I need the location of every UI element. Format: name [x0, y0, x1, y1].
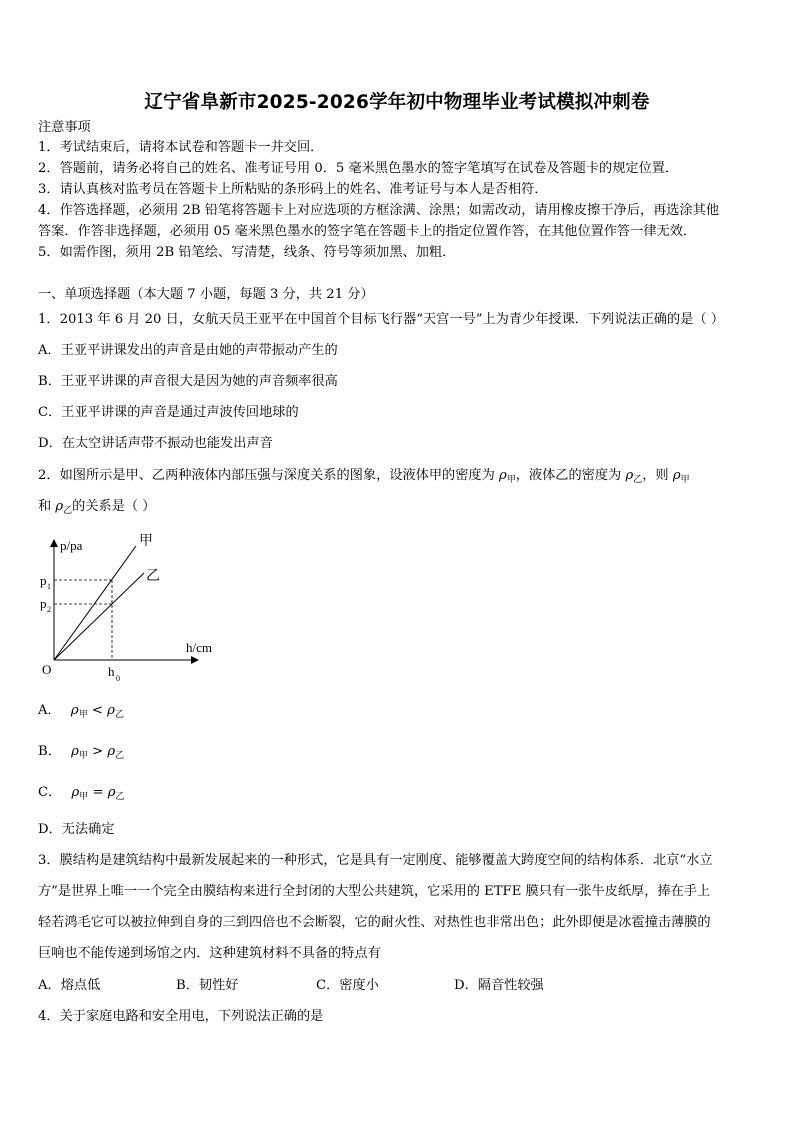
- line-jia-label: 甲: [139, 534, 153, 549]
- rho-symbol: ρ: [107, 785, 116, 800]
- rho-symbol: ρ: [107, 744, 116, 759]
- p2-subscript: 2: [47, 605, 51, 614]
- p1-label: p: [40, 573, 47, 588]
- question-3-stem-line: 方”是世界上唯一一个完全由膜结构来进行全封闭的大型公共建筑，它采用的 ETFE 膜只有一张牛皮纸厚，捧在手上: [38, 884, 711, 899]
- question-3-stem-line: 轻若鸿毛它可以被拉伸到自身的三到四倍也不会断裂，它的耐火性、对热性也非常出色；此外即便是冰雹撞击薄膜的: [38, 915, 711, 930]
- question-3-option-b[interactable]: B．韧性好: [176, 978, 239, 993]
- question-4-stem: 4．关于家庭电路和安全用电，下列说法正确的是: [38, 1009, 324, 1024]
- question-3-stem-line: 3．膜结构是建筑结构中最新发展起来的一种形式，它是具有一定刚度、能够覆盖大跨度空间的结构体系．北京“水立: [38, 853, 713, 868]
- subscript: 乙: [115, 792, 125, 802]
- subscript: 乙: [633, 475, 643, 485]
- question-2-option-a[interactable]: [38, 701, 124, 722]
- question-2-stem-line1: [38, 466, 690, 487]
- subscript: 甲: [78, 751, 88, 761]
- relation: =: [92, 785, 104, 800]
- pressure-depth-graph: [36, 528, 226, 688]
- h0-label: h: [108, 664, 115, 679]
- h0-subscript: 0: [116, 674, 120, 683]
- option-label: B．: [38, 744, 61, 759]
- relation: >: [92, 744, 104, 759]
- notice-item: 1．考试结束后，请将本试卷和答题卡一并交回．: [38, 140, 324, 155]
- subscript: 乙: [114, 710, 124, 720]
- notice-item: 5．如需作图，须用 2B 铅笔绘、写清楚，线条、符号等须加黑、加粗．: [38, 245, 456, 260]
- line-yi: [54, 573, 144, 660]
- question-1-option-b[interactable]: B．王亚平讲课的声音很大是因为她的声音频率很高: [38, 374, 338, 389]
- rho-symbol: ρ: [625, 468, 634, 483]
- subscript: 甲: [79, 792, 89, 802]
- question-1-option-d[interactable]: D．在太空讲话声带不振动也能发出声音: [38, 436, 273, 451]
- origin-label: O: [42, 662, 52, 677]
- question-2-option-b[interactable]: [38, 742, 124, 763]
- section-heading: 一、单项选择题（本大题 7 小题，每题 3 分，共 21 分）: [38, 287, 374, 302]
- y-axis-label: p/pa: [60, 538, 83, 553]
- question-2-option-c[interactable]: [38, 783, 125, 804]
- rho-symbol: ρ: [70, 703, 79, 718]
- question-1-option-c[interactable]: C．王亚平讲课的声音是通过声波传回地球的: [38, 405, 299, 420]
- notice-item: 4．作答选择题，必须用 2B 铅笔将答题卡上对应选项的方框涂满、涂黑；如需改动，请用橡皮擦干净后，再选涂其他: [38, 203, 720, 218]
- subscript: 甲: [78, 710, 88, 720]
- stem-text: 2．如图所示是甲、乙两种液体内部压强与深度关系的图象，设液体甲的密度为: [38, 468, 495, 483]
- question-3-option-c[interactable]: C．密度小: [316, 978, 379, 993]
- stem-text: 的关系是（ ）: [72, 499, 156, 514]
- rho-symbol: ρ: [672, 468, 681, 483]
- rho-symbol: ρ: [498, 468, 507, 483]
- rho-symbol: ρ: [55, 499, 64, 514]
- question-2-option-d[interactable]: D．无法确定: [38, 822, 115, 837]
- subscript: 乙: [115, 751, 125, 761]
- line-jia: [54, 546, 136, 660]
- question-1-stem: 1．2013 年 6 月 20 日，女航天员王亚平在中国首个目标飞行器“天宫一号”上为青少年授课．下列说法正确的是（ ）: [38, 312, 725, 327]
- stem-text: 和: [38, 499, 52, 514]
- question-1-option-a[interactable]: A．王亚平讲课发出的声音是由她的声带振动产生的: [38, 343, 338, 358]
- line-yi-label: 乙: [146, 569, 160, 584]
- subscript: 甲: [680, 475, 690, 485]
- subscript: 乙: [63, 506, 73, 516]
- rho-symbol: ρ: [107, 703, 115, 718]
- p1-subscript: 1: [47, 582, 51, 591]
- notice-item: 答案．作答非选择题，必须用 05 毫米黑色墨水的签字笔在答题卡上的指定位置作答，在其他位置作答一律无效．: [38, 224, 697, 239]
- question-2-stem-line2: [38, 497, 156, 518]
- notice-item: 3．请认真核对监考员在答题卡上所粘贴的条形码上的姓名、准考证号与本人是否相符．: [38, 182, 548, 197]
- page-title: 辽宁省阜新市2025-2026学年初中物理毕业考试模拟冲刺卷: [144, 92, 650, 113]
- option-label: A．: [38, 703, 61, 718]
- stem-text: ，则: [642, 468, 669, 483]
- question-3-stem-line: 巨响也不能传递到场馆之内．这种建筑材料不具备的特点有: [38, 946, 381, 961]
- stem-text: ，液体乙的密度为: [515, 468, 622, 483]
- rho-symbol: ρ: [71, 785, 80, 800]
- notice-item: 2．答题前，请务必将自己的姓名、准考证号用 0．5 毫米黑色墨水的签字笔填写在试卷及答题卡的规定位置．: [38, 161, 679, 176]
- x-axis-label: h/cm: [186, 640, 212, 655]
- relation: <: [91, 703, 103, 718]
- p2-label: p: [40, 596, 47, 611]
- question-3-option-a[interactable]: A．熔点低: [38, 978, 101, 993]
- rho-symbol: ρ: [71, 744, 79, 759]
- subscript: 甲: [506, 475, 516, 485]
- option-label: C．: [38, 785, 62, 800]
- notice-heading: 注意事项: [38, 120, 91, 135]
- question-3-option-d[interactable]: D．隔音性较强: [454, 978, 544, 993]
